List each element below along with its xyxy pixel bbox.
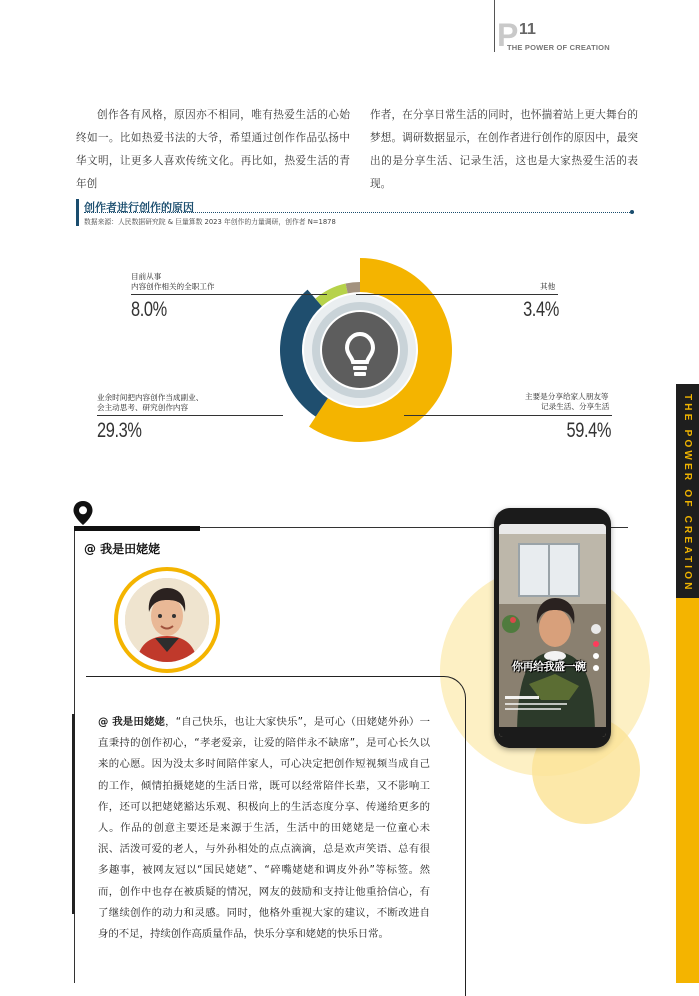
- label-share-line2: 记录生活、分享生活: [541, 402, 610, 411]
- profile-bar: [74, 526, 200, 531]
- label-fulltime-line2: 内容创作相关的全职工作: [131, 282, 215, 291]
- label-parttime-line1: 业余时间把内容创作当成副业、: [97, 393, 204, 402]
- lightbulb-icon: [322, 312, 398, 388]
- label-other: 其他: [540, 282, 556, 291]
- donut-chart: [250, 250, 480, 460]
- video-frame: [499, 524, 606, 737]
- label-fulltime-line1: 目前从事: [131, 272, 162, 281]
- phone-screen: [499, 524, 606, 737]
- donut-slice-3: [346, 282, 360, 293]
- section-title: 创作者进行创作的原因: [84, 201, 194, 214]
- header-tagline: THE POWER OF CREATION: [507, 43, 610, 52]
- story-text: [98, 712, 430, 945]
- side-band-text: THE POWER OF CREATION: [682, 394, 693, 593]
- side-yellow-strip: [676, 598, 699, 983]
- leader-line-share: [404, 415, 612, 416]
- leader-line-fulltime: [131, 294, 327, 295]
- section-accent-bar: [76, 199, 79, 226]
- value-other: 3.4%: [523, 298, 559, 321]
- section-source: 数据来源：人民数据研究院 & 巨量算数 2023 年创作的力量调研，创作者 N=1878: [84, 218, 336, 226]
- value-share: 59.4%: [566, 419, 611, 442]
- value-parttime: 29.3%: [97, 419, 142, 442]
- page-number: 11: [519, 21, 536, 38]
- intro-text-left: 创作各有风格，原因亦不相同，唯有热爱生活的心始终如一。比如热爱书法的大爷，希望通过创作作品弘扬中华文明，让更多人喜欢传统文化。再比如，热爱生活的青年创: [76, 109, 350, 190]
- leader-line-other: [356, 294, 558, 295]
- story-lead: @ 我是田姥姥: [98, 716, 166, 728]
- section-dotted-rule: [84, 212, 634, 213]
- avatar-portrait: [125, 578, 209, 662]
- story-body: ，“自己快乐，也让大家快乐”，是可心（田姥姥外孙）一直秉持的创作初心，“孝老爱亲，让爱的陪伴永不缺席”，是可心长久以来的心愿。因为没太多时间陪伴家人，可心决定把创作短视频当成自己的工作，倾情拍摄姥姥的生活日常，既可以经常陪伴长辈，又不影响工作，还可以把姥姥豁达乐观、积极向上的生活态度分享、传递给更多的人。作品的创意主要还是来源于生活，生活中的田姥姥是一位童心未泯、活泼可爱的老人，与外孙相处的点点滴滴，总是欢声笑语、总有很多趣事，被网友冠以“国民姥姥”、“碎嘴姥姥和调皮外孙”等标签。然而，创作中也存在被质疑的情况，网友的鼓励和支持让他重拾信心，有了继续创作的动力和灵感。同时，他格外重视大家的建议，不断改进自身的不足，持续创作高质量作品，快乐分享和姥姥的快乐日常。: [98, 716, 430, 941]
- leader-line-parttime: [97, 415, 283, 416]
- side-band: [676, 384, 699, 598]
- avatar: [125, 578, 209, 662]
- story-accent-bar: [72, 714, 75, 914]
- video-caption: 你再给我盛一碗: [512, 660, 586, 673]
- header-divider: [494, 0, 495, 52]
- page-letter: P: [497, 17, 517, 53]
- value-fulltime: 8.0%: [131, 298, 167, 321]
- profile-handle: @ 我是田姥姥: [84, 542, 161, 556]
- section-rule-dot: [630, 210, 634, 214]
- location-pin-icon: [72, 500, 94, 526]
- label-parttime-line2: 会主动思考、研究创作内容: [97, 403, 189, 412]
- intro-text-right: 作者，在分享日常生活的同时，也怀揣着站上更大舞台的梦想。调研数据显示，在创作者进行创作的原因中，最突出的是分享生活、记录生活，这也是大家热爱生活的表现。: [370, 109, 638, 190]
- label-share-line1: 主要是分享给家人朋友等: [525, 392, 609, 401]
